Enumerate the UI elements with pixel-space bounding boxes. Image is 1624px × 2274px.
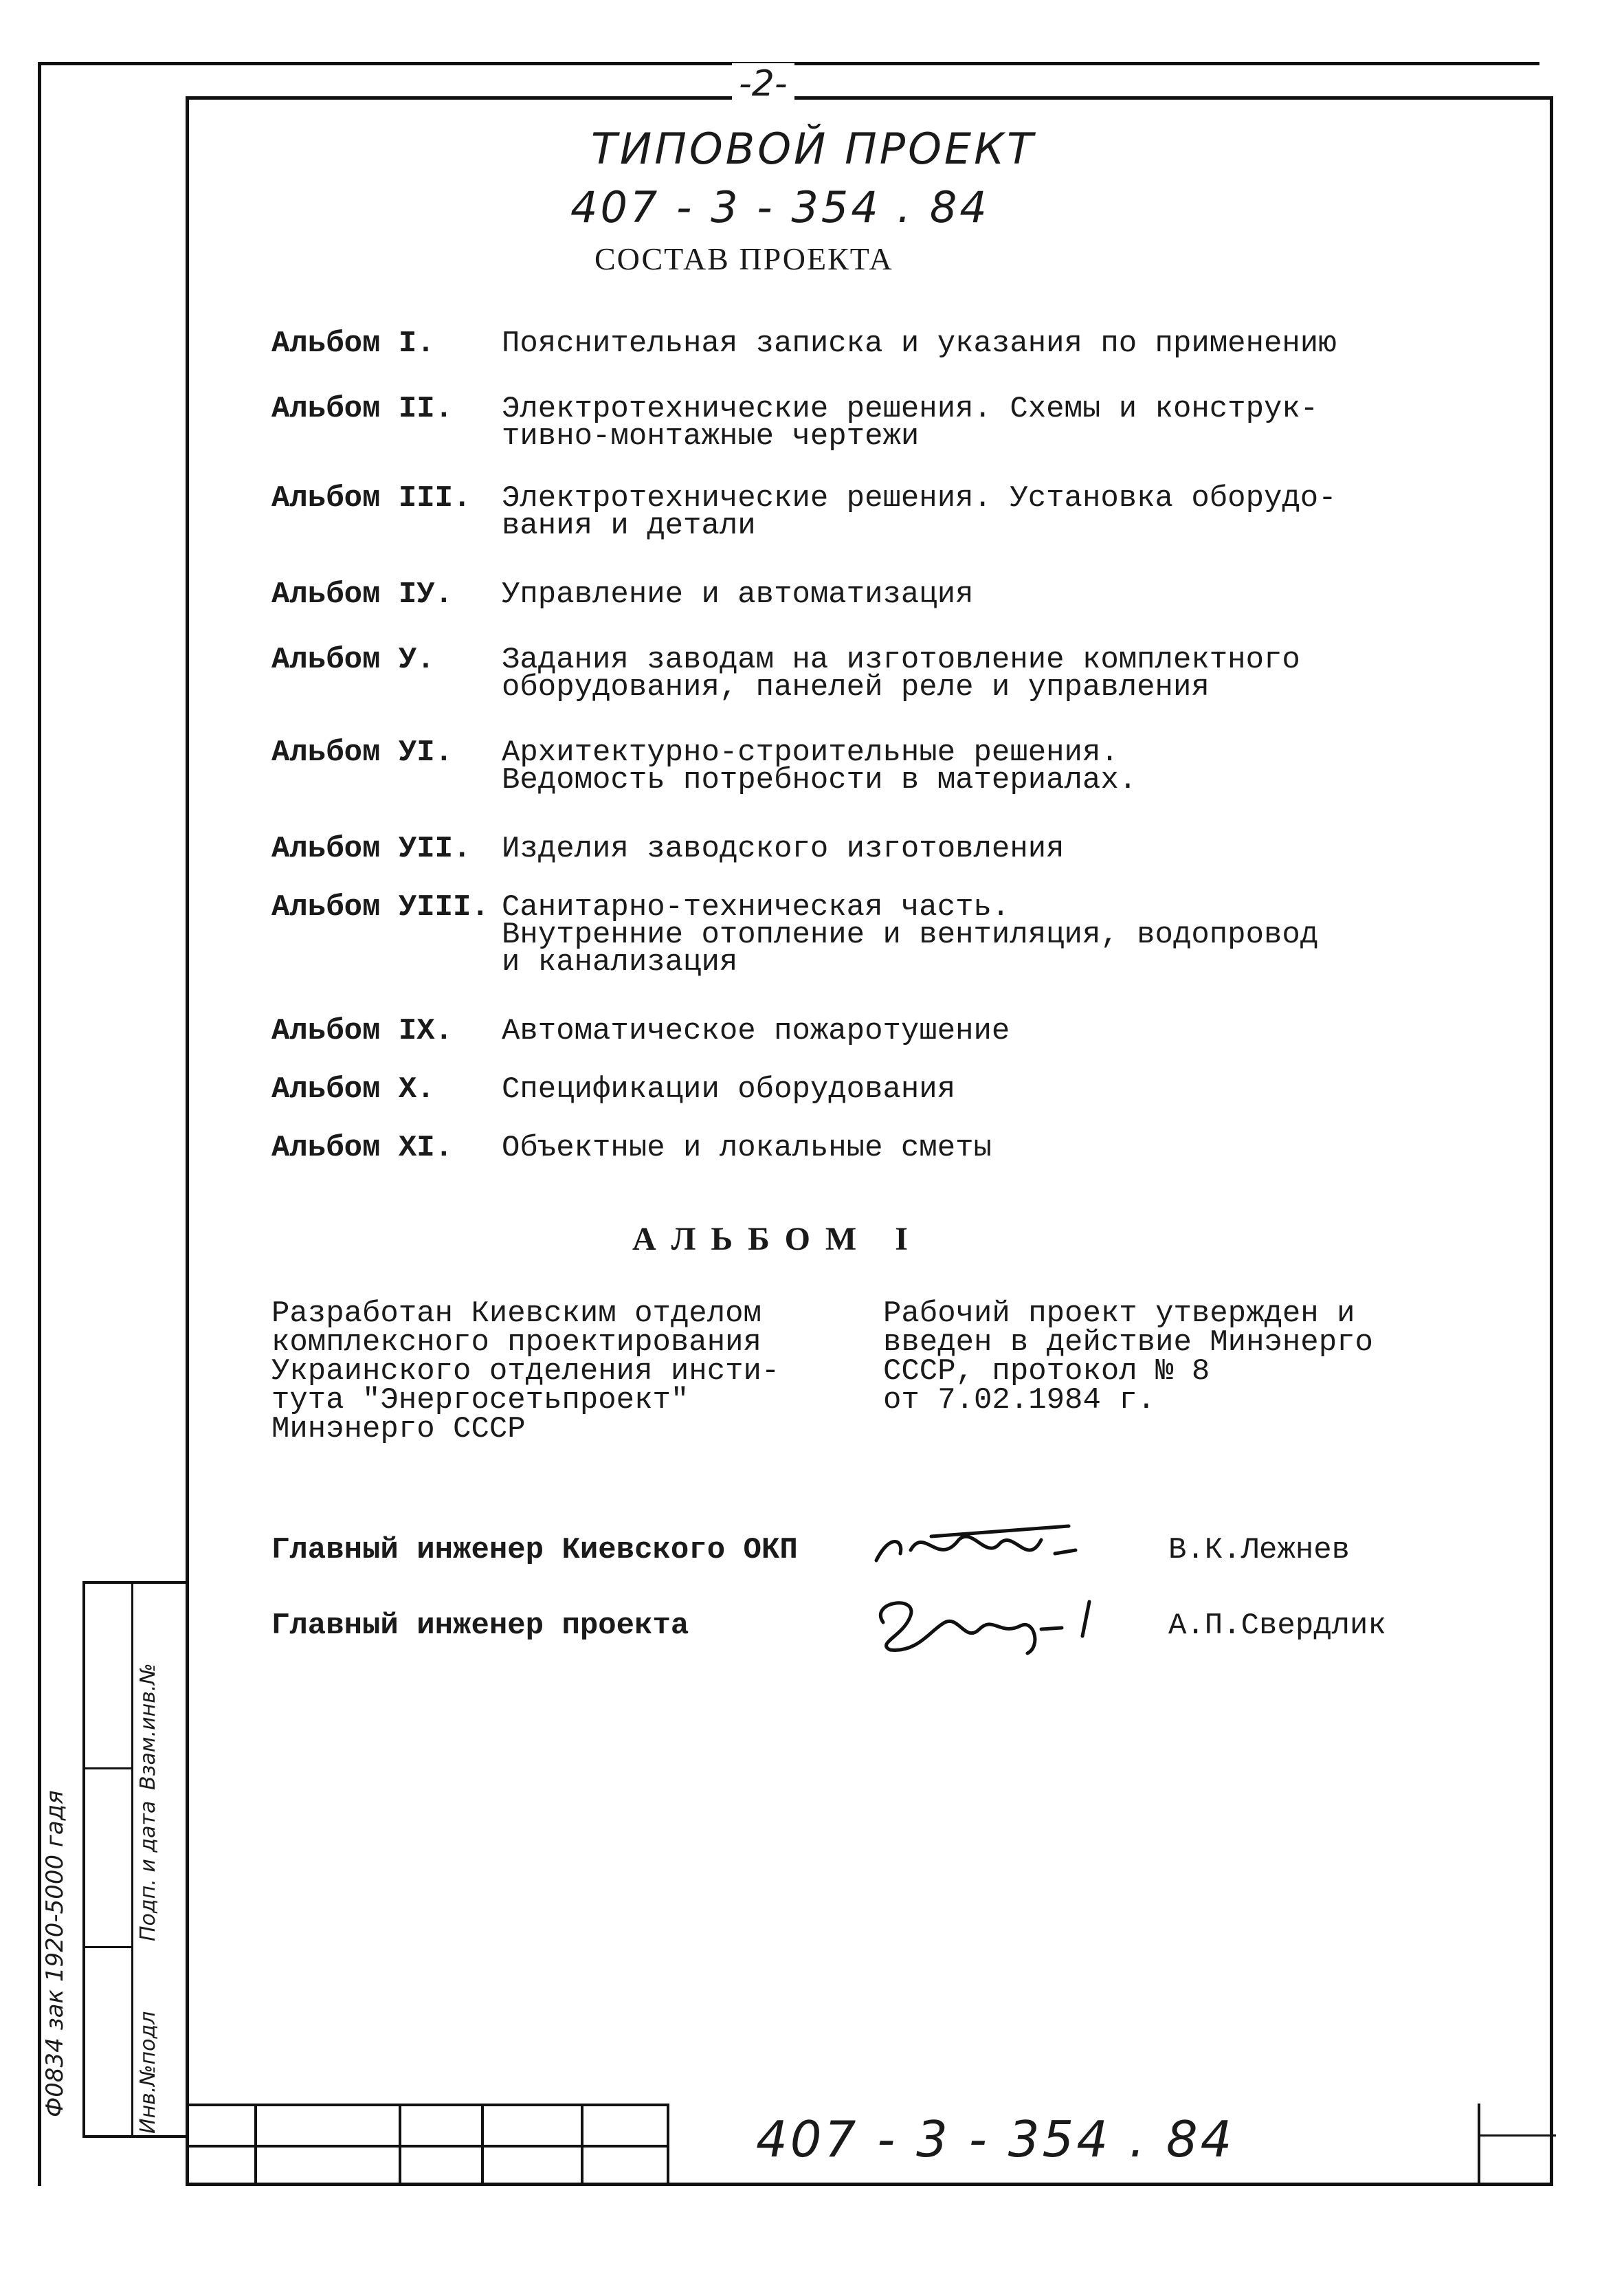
list-item	[271, 890, 1436, 980]
order-note: Ф0834 зак 1920-5000 гадя	[41, 1790, 69, 2117]
bottom-title-strip	[186, 2104, 1553, 2186]
list-item	[271, 481, 1436, 543]
developer-note: Разработан Киевским отделом комплексного проектирования Украинского отделения инсти- тута "Энергосетьпроект" Минэнерго СССР	[271, 1296, 780, 1446]
album-label: Альбом У.	[271, 643, 435, 677]
list-item	[271, 327, 1436, 361]
album-label: Альбом III.	[271, 481, 471, 516]
album-desc: Санитарно-техническая часть. Внутренние отопление и вентиляция, водопровод и канализация	[502, 890, 1319, 980]
page-number: -2-	[732, 63, 794, 104]
album-desc: Задания заводам на изготовление комплектного оборудования, панелей реле и управления	[502, 643, 1300, 705]
list-item	[271, 1072, 1436, 1107]
album-desc: Пояснительная записка и указания по применению	[502, 327, 1337, 361]
project-code-title: 407 - 3 - 354 . 84	[570, 182, 990, 232]
side-stamp	[82, 1581, 186, 2138]
signature-role: Главный инженер проекта	[271, 1609, 689, 1643]
album-label: Альбом XI.	[271, 1131, 454, 1165]
list-item	[271, 643, 1436, 705]
album-label: Альбом X.	[271, 1072, 435, 1107]
project-type-title: ТИПОВОЙ ПРОЕКТ	[591, 124, 1036, 174]
signature-role: Главный инженер Киевского ОКП	[271, 1533, 798, 1567]
album-desc: Спецификации оборудования	[502, 1072, 956, 1107]
album-label: Альбом IX.	[271, 1014, 454, 1048]
list-item	[271, 1131, 1436, 1165]
signatory-name: А.П.Свердлик	[1168, 1609, 1386, 1643]
replace-inv-label: Взам.инв.№	[136, 1663, 160, 1790]
list-item	[271, 392, 1436, 454]
album-desc: Архитектурно-строительные решения. Ведомость потребности в материалах.	[502, 736, 1137, 797]
album-desc: Электротехнические решения. Установка оборудо- вания и детали	[502, 481, 1337, 543]
approval-note: Рабочий проект утвержден и введен в действие Минэнерго СССР, протокол № 8 от 7.02.1984 г.	[883, 1296, 1373, 1417]
album-label: Альбом IУ.	[271, 577, 454, 612]
album-desc: Изделия заводского изготовления	[502, 832, 1065, 866]
side-stamp-col-1	[85, 1584, 133, 2135]
album-desc: Электротехнические решения. Схемы и конструк- тивно-монтажные чертежи	[502, 392, 1319, 454]
list-item	[271, 1014, 1436, 1048]
album-label: Альбом УIII.	[271, 890, 489, 925]
album-desc: Объектные и локальные сметы	[502, 1131, 992, 1165]
album-heading: АЛЬБОМ I	[632, 1221, 923, 1257]
signature-mark	[863, 1512, 1124, 1588]
footer-project-code: 407 - 3 - 354 . 84	[756, 2110, 1235, 2168]
album-desc: Автоматическое пожаротушение	[502, 1014, 1010, 1048]
signature-row-chief-project-engineer	[271, 1609, 1474, 1650]
list-item	[271, 832, 1436, 866]
album-desc: Управление и автоматизация	[502, 577, 974, 612]
album-label: Альбом I.	[271, 327, 435, 361]
sign-date-label: Подп. и дата	[136, 1800, 160, 1941]
list-item	[271, 736, 1436, 797]
signature-row-chief-engineer-okp	[271, 1533, 1474, 1574]
sheet-box	[1478, 2104, 1553, 2186]
composition-heading: СОСТАВ ПРОЕКТА	[594, 241, 893, 276]
signature-mark	[863, 1588, 1124, 1664]
album-label: Альбом УII.	[271, 832, 471, 866]
album-label: Альбом II.	[271, 392, 454, 426]
signatory-name: В.К.Лежнев	[1168, 1533, 1350, 1567]
inv-no-label: Инв.№подл	[136, 2011, 160, 2134]
album-label: Альбом УI.	[271, 736, 454, 770]
list-item	[271, 577, 1436, 612]
